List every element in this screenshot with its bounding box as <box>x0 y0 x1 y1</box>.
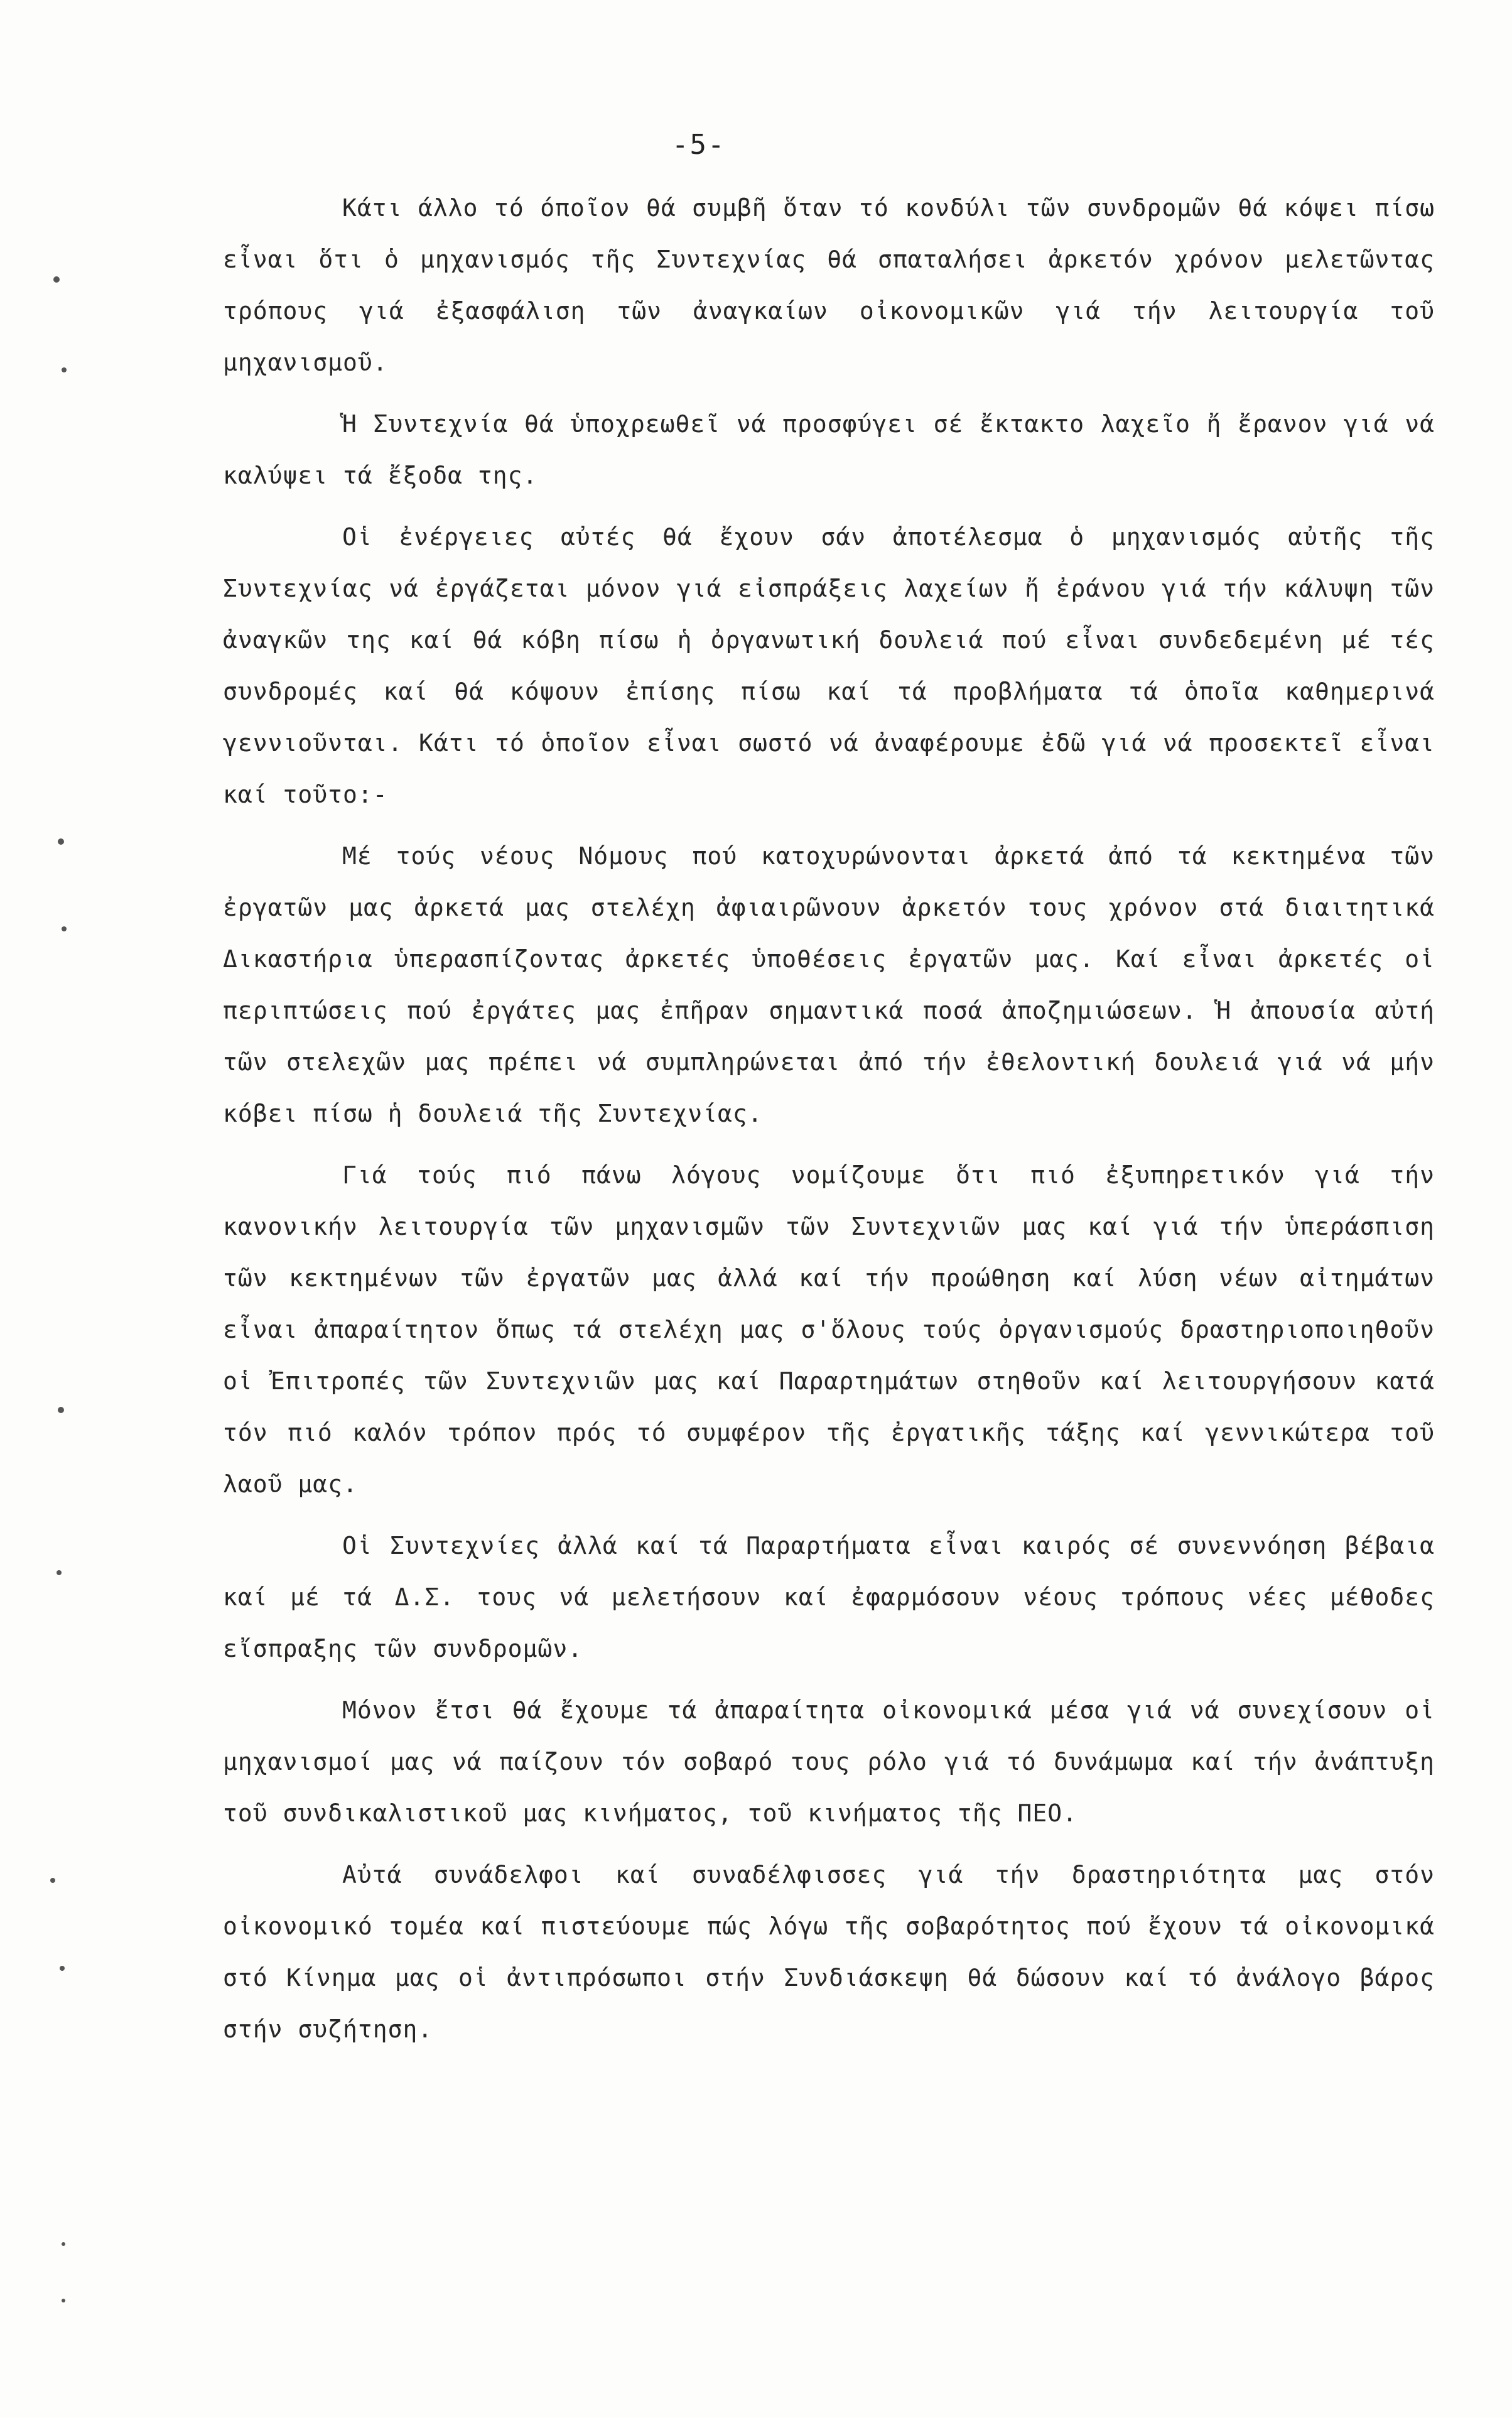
margin-mark-5 <box>58 1407 64 1413</box>
paragraph-6: Οἱ Συντεχνίες ἀλλά καί τά Παραρτήματα εἶναι καιρός σέ συνεννόηση βέβαια καί μέ τά Δ.Σ. τους νά μελετήσουν καί ἐφαρμόσουν νέους τρόπους νέες μέθοδες εἴσπραξης τῶν συνδρομῶν. <box>223 1532 1435 1662</box>
margin-mark-9 <box>62 2242 65 2246</box>
margin-mark-8 <box>60 1966 65 1971</box>
margin-mark-2 <box>62 367 67 372</box>
paragraph-2: Ἡ Συντεχνία θά ὑποχρεωθεῖ νά προσφύγει σέ ἔκτακτο λαχεῖο ἤ ἔρανον γιά νά καλύψει τά ἔξοδα της. <box>223 410 1435 489</box>
margin-mark-7 <box>50 1878 55 1883</box>
page-number: -5- <box>672 129 726 161</box>
margin-mark-3 <box>58 838 64 845</box>
paragraph-5: Γιά τούς πιό πάνω λόγους νομίζουμε ὅτι πιό ἐξυπηρετικόν γιά τήν κανονικήν λειτουργία τῶν μηχανισμῶν τῶν Συντεχνιῶν μας καί γιά τήν ὑπεράσπιση τῶν κεκτημένων τῶν ἐργατῶν μας ἀλλά καί τήν προώθηση καί λύση νέων αἰτημάτων εἶναι ἀπαραίτητον ὅπως τά στελέχη μας σ'ὅλους τούς ὀργανισμούς δραστηριοποιηθοῦν οἱ Ἐπιτροπές τῶν Συντεχνιῶν μας καί Παραρτημάτων στηθοῦν καί λειτουργήσουν κατά τόν πιό καλόν τρόπον πρός τό συμφέρον τῆς ἐργατικῆς τάξης καί γεννικώτερα τοῦ λαοῦ μας. <box>223 1161 1435 1498</box>
paragraph-4: Μέ τούς νέους Νόμους πού κατοχυρώνονται ἀρκετά ἀπό τά κεκτημένα τῶν ἐργατῶν μας ἀρκετά μας στελέχη ἀφιαιρῶνουν ἀρκετόν τους χρόνον στά διαιτητικά Δικαστήρια ὑπερασπίζοντας ἀρκετές ὑποθέσεις ἐργατῶν μας. Καί εἶναι ἀρκετές οἱ περιπτώσεις πού ἐργάτες μας ἐπῆραν σημαντικά ποσά ἀποζημιώσεων. Ἡ ἀπουσία αὐτή τῶν στελεχῶν μας πρέπει νά συμπληρώνεται ἀπό τήν ἐθελοντική δουλειά γιά νά μήν κόβει πίσω ἡ δουλειά τῆς Συντεχνίας. <box>223 842 1435 1127</box>
margin-mark-6 <box>57 1570 62 1575</box>
paragraph-8: Αὐτά συνάδελφοι καί συναδέλφισσες γιά τήν δραστηριότητα μας στόν οἰκονομικό τομέα καί πιστεύουμε πώς λόγω τῆς σοβαρότητος πού ἔχουν τά οἰκονομικά στό Κίνημα μας οἱ ἀντιπρόσωποι στήν Συνδιάσκεψη θά δώσουν καί τό ἀνάλογο βάρος στήν συζήτηση. <box>223 1861 1435 2043</box>
margin-mark-1 <box>53 276 60 283</box>
paragraph-3: Οἱ ἐνέργειες αὐτές θά ἔχουν σάν ἀποτέλεσμα ὁ μηχανισμός αὐτῆς τῆς Συντεχνίας νά ἐργάζεται μόνον γιά εἰσπράξεις λαχείων ἤ ἐράνου γιά τήν κάλυψη τῶν ἀναγκῶν της καί θά κόβη πίσω ἡ ὀργανωτική δουλειά πού εἶναι συνδεδεμένη μέ τές συνδρομές καί θά κόψουν ἐπίσης πίσω καί τά προβλήματα τά ὁποῖα καθημερινά γεννιοῦνται. Κάτι τό ὁποῖον εἶναι σωστό νά ἀναφέρουμε ἐδῶ γιά νά προσεκτεῖ εἶναι καί τοῦτο:- <box>223 523 1435 808</box>
margin-mark-4 <box>62 926 67 931</box>
paragraph-7: Μόνον ἔτσι θά ἔχουμε τά ἀπαραίτητα οἰκονομικά μέσα γιά νά συνεχίσουν οἱ μηχανισμοί μας νά παίζουν τόν σοβαρό τους ρόλο γιά τό δυνάμωμα καί τήν ἀνάπτυξη τοῦ συνδικαλιστικοῦ μας κινήματος, τοῦ κινήματος τῆς ΠΕΟ. <box>223 1696 1435 1827</box>
margin-mark-10 <box>62 2299 65 2302</box>
punch-hole-marks <box>0 0 75 2418</box>
paragraph-1: Κάτι άλλο τό όποῖον θά συμβῆ ὅταν τό κονδύλι τῶν συνδρομῶν θά κόψει πίσω εἶναι ὅτι ὁ μηχανισμός τῆς Συντεχνίας θά σπαταλήσει ἀρκετόν χρόνον μελετῶντας τρόπους γιά ἐξασφάλιση τῶν ἀναγκαίων οἰκονομικῶν γιά τήν λειτουργία τοῦ μηχανισμοῦ. <box>223 194 1435 376</box>
document-body <box>223 182 1435 2055</box>
